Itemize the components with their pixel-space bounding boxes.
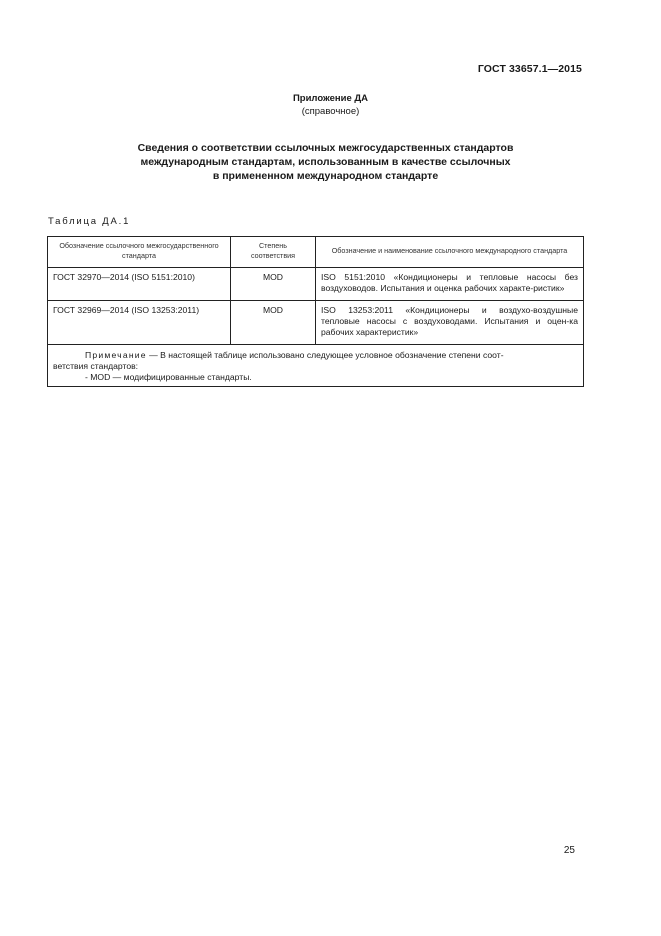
column-header-degree: Степень соответствия	[231, 237, 316, 268]
column-header-international: Обозначение и наименование ссылочного международного стандарта	[316, 237, 584, 268]
column-header-standard: Обозначение ссылочного межгосударственного стандарта	[48, 237, 231, 268]
cell-international: ISO 5151:2010 «Кондиционеры и тепловые насосы без воздуховодов. Испытания и оценка рабочих характе-ристик»	[316, 268, 584, 301]
note-line	[53, 350, 578, 361]
annex-subtitle: (справочное)	[301, 106, 360, 117]
cell-international: ISO 13253:2011 «Кондиционеры и воздухо-воздушные тепловые насосы с воздуховодами. Испытания и оцен-ка рабочих характеристик»	[316, 301, 584, 345]
cell-standard: ГОСТ 32969—2014 (ISO 13253:2011)	[48, 301, 231, 345]
document-code: ГОСТ 33657.1—2015	[477, 63, 582, 75]
correspondence-table	[47, 236, 584, 387]
table-row	[48, 301, 584, 345]
heading-line: международным стандартам, использованным в качестве ссылочных	[140, 156, 511, 168]
cell-degree: MOD	[231, 268, 316, 301]
cell-standard: ГОСТ 32970—2014 (ISO 5151:2010)	[48, 268, 231, 301]
note-head: Примечание	[85, 350, 147, 360]
table-header-row	[48, 237, 584, 268]
table-note-row	[48, 345, 584, 387]
table-label: Таблица ДА.1	[48, 216, 131, 227]
page-number: 25	[563, 845, 575, 856]
table-note	[48, 345, 584, 387]
section-heading	[60, 141, 591, 183]
note-line: ветствия стандартов:	[53, 361, 139, 371]
heading-line: Сведения о соответствии ссылочных межгосударственных стандартов	[137, 142, 514, 154]
heading-line: в примененном международном стандарте	[212, 170, 439, 182]
table-row	[48, 268, 584, 301]
annex-title: Приложение ДА	[292, 93, 369, 104]
cell-degree: MOD	[231, 301, 316, 345]
note-line: - MOD — модифицированные стандарты.	[85, 372, 252, 382]
note-text: — В настоящей таблице использовано следующее условное обозначение степени соот-	[146, 350, 504, 360]
